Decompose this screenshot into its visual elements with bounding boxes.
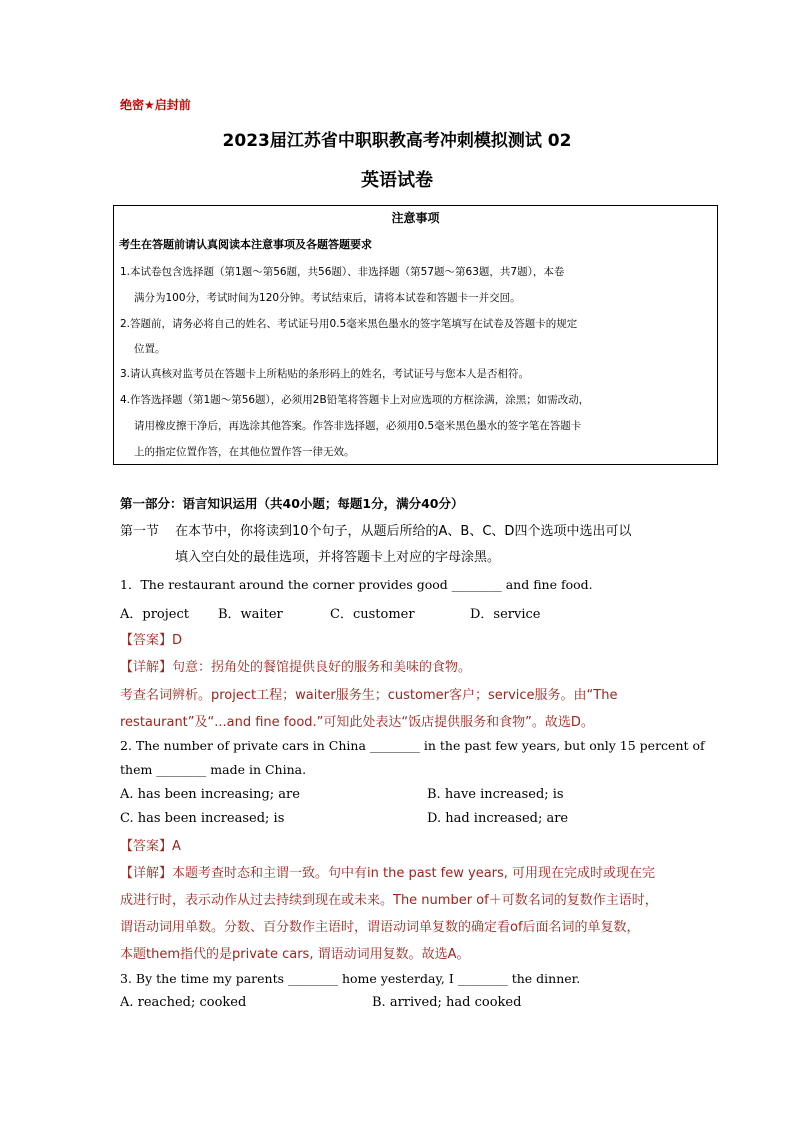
option: D．service [470, 607, 541, 622]
section-instructions: 在本节中，你将读到10个句子，从题后所给的A、B、C、D四个选项中选出可以 [175, 524, 632, 539]
confidential-label: 绝密★启封前 [120, 98, 191, 112]
option: B. have increased; is [427, 787, 564, 802]
part1-heading: 第一部分：语言知识运用（共40小题；每题1分，满分40分） [120, 496, 464, 511]
section-instructions: 填入空白处的最佳选项，并将答题卡上对应的字母涂黑。 [175, 550, 501, 565]
answer-label: 【答案】D [120, 633, 183, 648]
notice-line: 满分为100分，考试时间为120分钟。考试结束后，请将本试卷和答题卡一并交回。 [134, 292, 521, 304]
notice-line: 位置。 [134, 343, 166, 355]
explanation-line: 谓语动词用单数。分数、百分数作主语时，谓语动词单复数的确定看of后面名词的单复数， [120, 920, 640, 935]
question-stem: 2. The number of private cars in China ________ in the past few years, but only 15 percent of [120, 738, 705, 753]
section-label: 第一节 [120, 524, 160, 539]
option: A. reached; cooked [120, 995, 247, 1010]
notice-line: 4.作答选择题（第1题～第56题），必须用2B铅笔将答题卡上对应选项的方框涂满，涂黑；如需改动， [120, 394, 590, 406]
option: C. has been increased; is [120, 811, 285, 826]
option: C．customer [330, 607, 415, 622]
explanation-line: 考查名词辨析。project工程；waiter服务生；customer客户；service服务。由“The [120, 688, 618, 703]
notice-line: 上的指定位置作答，在其他位置作答一律无效。 [134, 446, 355, 458]
notice-box [113, 205, 718, 465]
answer-label: 【答案】A [120, 839, 181, 854]
notice-lead: 考生在答题前请认真阅读本注意事项及各题答题要求 [119, 238, 372, 251]
exam-title: 2023届江苏省中职职教高考冲刺模拟测试 02 [222, 131, 572, 151]
option: B．waiter [218, 607, 283, 622]
question-stem: 3. By the time my parents ________ home yesterday, I ________ the dinner. [120, 971, 581, 986]
option: A．project [120, 607, 189, 622]
explanation-line: 本题them指代的是private cars, 谓语动词用复数。故选A。 [120, 947, 470, 962]
exam-subtitle: 英语试卷 [361, 170, 433, 191]
notice-line: 请用橡皮擦干净后，再选涂其他答案。作答非选择题，必须用0.5毫米黑色墨水的签字笔在答题卡 [134, 420, 582, 432]
explanation-line: 成进行时，表示动作从过去持续到现在或未来。The number of＋可数名词的复数作主语时， [120, 893, 658, 908]
option: D. had increased; are [427, 811, 569, 826]
explanation-line: 【详解】句意：拐角处的餐馆提供良好的服务和美味的食物。 [120, 660, 472, 675]
notice-line: 2.答题前，请务必将自己的姓名、考试证号用0.5毫米黑色墨水的签字笔填写在试卷及答题卡的规定 [120, 318, 578, 330]
question-stem: 1．The restaurant around the corner provides good ________ and fine food. [120, 577, 593, 592]
explanation-line: restaurant”及“...and fine food.”可知此处表达“饭店提供服务和食物”。故选D。 [120, 715, 594, 730]
option: A. has been increasing; are [120, 787, 300, 802]
notice-line: 3.请认真核对监考员在答题卡上所粘贴的条形码上的姓名，考试证号与您本人是否相符。 [120, 368, 530, 380]
question-stem: them ________ made in China. [120, 762, 307, 777]
explanation-line: 【详解】本题考查时态和主谓一致。句中有in the past few years, 可用现在完成时或现在完 [120, 866, 656, 881]
option: B. arrived; had cooked [372, 995, 522, 1010]
notice-line: 1.本试卷包含选择题（第1题～第56题，共56题）、非选择题（第57题～第63题，共7题），本卷 [120, 266, 565, 278]
notice-title: 注意事项 [391, 211, 440, 225]
